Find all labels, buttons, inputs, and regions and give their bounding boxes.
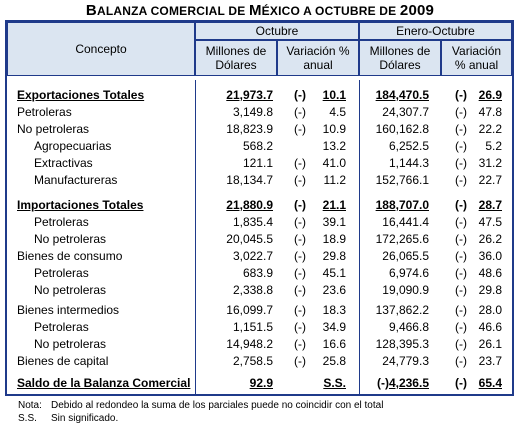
row-percent: 26.1: [478, 337, 502, 351]
row-sign: (-): [294, 283, 306, 297]
header-enero-octubre-label: Enero-Octubre: [396, 24, 475, 38]
row-value: 152,766.1: [375, 173, 429, 187]
title-part: ALANZA COMERCIAL DE: [96, 4, 249, 18]
table-row: [7, 248, 512, 265]
row-percent: 36.0: [478, 249, 502, 263]
row-percent: 26.2: [478, 232, 502, 246]
row-sign: (-): [455, 283, 467, 297]
row-value: 21,973.7: [226, 88, 273, 102]
header-millones-label: Millones de Dólares: [205, 44, 267, 72]
header-variacion-label: Variación % anual: [286, 44, 350, 72]
row-sign: (-): [294, 173, 306, 187]
header-variacion-oct: [277, 40, 359, 76]
row-value: 24,307.7: [382, 105, 429, 119]
row-percent: 46.6: [478, 320, 502, 334]
row-sign: (-): [455, 139, 467, 153]
row-label: Petroleras: [34, 266, 89, 280]
row-percent: 25.8: [322, 354, 346, 368]
row-sign: (-): [294, 337, 306, 351]
row-sign: (-): [294, 198, 306, 212]
row-value: 16,441.4: [382, 215, 429, 229]
row-value: 683.9: [242, 266, 273, 280]
row-sign: (-): [455, 173, 467, 187]
row-label: Petroleras: [17, 105, 72, 119]
table-row: [7, 197, 512, 214]
row-value: 9,466.8: [388, 320, 429, 334]
table-row: [7, 87, 512, 104]
row-percent: 29.8: [478, 283, 502, 297]
footnote-text: Sin significado.: [51, 413, 119, 424]
row-value: 188,707.0: [375, 198, 429, 212]
row-percent: 23.7: [478, 354, 502, 368]
row-value: 121.1: [242, 156, 273, 170]
row-label: Agropecuarias: [34, 139, 112, 153]
row-percent: 4.5: [329, 105, 346, 119]
row-percent: 48.6: [478, 266, 502, 280]
table-row: [7, 319, 512, 336]
row-sign: (-): [455, 105, 467, 119]
table-row: [7, 353, 512, 370]
table-row: [7, 138, 512, 155]
row-value: 18,823.9: [226, 122, 273, 136]
title-part: B: [85, 2, 97, 19]
row-percent: 28.0: [478, 303, 502, 317]
row-value: 24,779.3: [382, 354, 429, 368]
row-label: Exportaciones Totales: [17, 88, 145, 102]
row-sign: (-): [455, 122, 467, 136]
row-value: 14,948.2: [226, 337, 273, 351]
row-value: 160,162.8: [375, 122, 429, 136]
row-percent: 18.3: [322, 303, 346, 317]
row-percent: 18.9: [322, 232, 346, 246]
footnote-text: Debido al redondeo la suma de los parciales puede no coincidir con el total: [51, 400, 384, 411]
header-enero-octubre: [359, 22, 512, 40]
row-value: 26,065.5: [382, 249, 429, 263]
row-value: 92.9: [249, 376, 273, 390]
row-value: 128,395.3: [375, 337, 429, 351]
row-percent: 65.4: [478, 376, 502, 390]
row-percent: 31.2: [478, 156, 502, 170]
header-concepto-label: Concepto: [75, 42, 127, 56]
row-label: Saldo de la Balanza Comercial: [17, 376, 191, 390]
row-value: 184,470.5: [375, 88, 429, 102]
row-value: 2,758.5: [232, 354, 273, 368]
row-percent: 21.1: [322, 198, 346, 212]
row-label: No petroleras: [34, 337, 107, 351]
row-value: 568.2: [242, 139, 273, 153]
table-row: [7, 214, 512, 231]
row-label: Extractivas: [34, 156, 93, 170]
row-sign: (-): [294, 156, 306, 170]
row-value: 21,880.9: [226, 198, 273, 212]
table-row: [7, 104, 512, 121]
row-sign: (-): [294, 122, 306, 136]
row-value: 18,134.7: [226, 173, 273, 187]
table-row: [7, 231, 512, 248]
table-row: [7, 336, 512, 353]
row-value: 16,099.7: [226, 303, 273, 317]
table-row-saldo: [7, 375, 512, 392]
row-value: 6,252.5: [388, 139, 429, 153]
row-percent: 41.0: [322, 156, 346, 170]
row-label: No petroleras: [34, 283, 107, 297]
table-row: [7, 121, 512, 138]
row-value: 20,045.5: [226, 232, 273, 246]
row-sign: (-): [455, 320, 467, 334]
header-octubre: [195, 22, 359, 40]
row-value: 6,974.6: [388, 266, 429, 280]
header-variacion-eo: [441, 40, 512, 76]
row-sign: (-): [294, 249, 306, 263]
row-sign: (-): [294, 266, 306, 280]
row-sign: (-): [455, 232, 467, 246]
table-row: [7, 155, 512, 172]
row-sign: (-): [455, 156, 467, 170]
row-sign: (-): [294, 88, 306, 102]
row-label: No petroleras: [17, 122, 90, 136]
row-percent: 22.2: [478, 122, 502, 136]
header-millones-oct: [195, 40, 277, 76]
row-value: 1,144.3: [388, 156, 429, 170]
row-percent: 45.1: [322, 266, 346, 280]
table-row: [7, 282, 512, 299]
table-row: [7, 172, 512, 189]
header-variacion-label: Variación % anual: [451, 44, 502, 72]
row-value: 3,149.8: [232, 105, 273, 119]
row-label: Manufactureras: [34, 173, 118, 187]
row-percent: 13.2: [322, 139, 346, 153]
row-percent: 47.8: [478, 105, 502, 119]
row-percent: 10.1: [322, 88, 346, 102]
row-label: No petroleras: [34, 232, 107, 246]
table-row: [7, 265, 512, 282]
table-title: [0, 2, 520, 19]
row-value: 1,835.4: [232, 215, 273, 229]
row-label: Petroleras: [34, 215, 89, 229]
row-label: Importaciones Totales: [17, 198, 144, 212]
header-millones-label: Millones de Dólares: [369, 44, 431, 72]
row-sign: (-): [455, 303, 467, 317]
row-percent: 26.9: [478, 88, 502, 102]
row-percent: 39.1: [322, 215, 346, 229]
row-label: Bienes de consumo: [17, 249, 123, 263]
row-sign: (-): [455, 198, 467, 212]
row-percent: 10.9: [322, 122, 346, 136]
row-sign: (-): [455, 376, 467, 390]
row-percent: 28.7: [478, 198, 502, 212]
row-percent: 34.9: [322, 320, 346, 334]
title-part: M: [248, 2, 262, 19]
row-sign: (-): [294, 232, 306, 246]
footnote-key: S.S.: [18, 413, 37, 424]
row-value: 4,236.5: [388, 376, 429, 390]
title-part: 2009: [399, 2, 435, 19]
row-percent: 22.7: [478, 173, 502, 187]
row-sign: (-): [294, 354, 306, 368]
row-sign: (-): [294, 215, 306, 229]
row-percent: 11.2: [323, 173, 346, 187]
table-row: [7, 302, 512, 319]
row-sign: (-): [294, 303, 306, 317]
row-value: 137,862.2: [375, 303, 429, 317]
row-sign: (-): [455, 266, 467, 280]
header-octubre-label: Octubre: [255, 24, 299, 38]
row-percent: 16.6: [322, 337, 346, 351]
row-value: 1,151.5: [232, 320, 273, 334]
row-percent: 23.6: [322, 283, 346, 297]
row-sign: (-): [455, 337, 467, 351]
row-sign: (-): [377, 376, 389, 390]
row-percent: 29.8: [322, 249, 346, 263]
footnote-key: Nota:: [18, 400, 42, 411]
row-value: 172,265.6: [375, 232, 429, 246]
row-sign: (-): [455, 249, 467, 263]
row-sign: (-): [455, 354, 467, 368]
header-concepto: [7, 22, 195, 76]
row-sign: (-): [294, 105, 306, 119]
row-sign: (-): [455, 215, 467, 229]
row-label: Bienes intermedios: [17, 303, 120, 317]
row-percent: 5.2: [485, 139, 502, 153]
row-label: Bienes de capital: [17, 354, 109, 368]
row-percent: S.S.: [323, 376, 346, 390]
title-part: ÉXICO A OCTUBRE DE: [261, 4, 400, 18]
row-sign: (-): [455, 88, 467, 102]
row-value: 2,338.8: [232, 283, 273, 297]
row-label: Petroleras: [34, 320, 89, 334]
header-millones-eo: [359, 40, 441, 76]
row-value: 3,022.7: [232, 249, 273, 263]
row-sign: (-): [294, 320, 306, 334]
row-percent: 47.5: [478, 215, 502, 229]
row-value: 19,090.9: [382, 283, 429, 297]
